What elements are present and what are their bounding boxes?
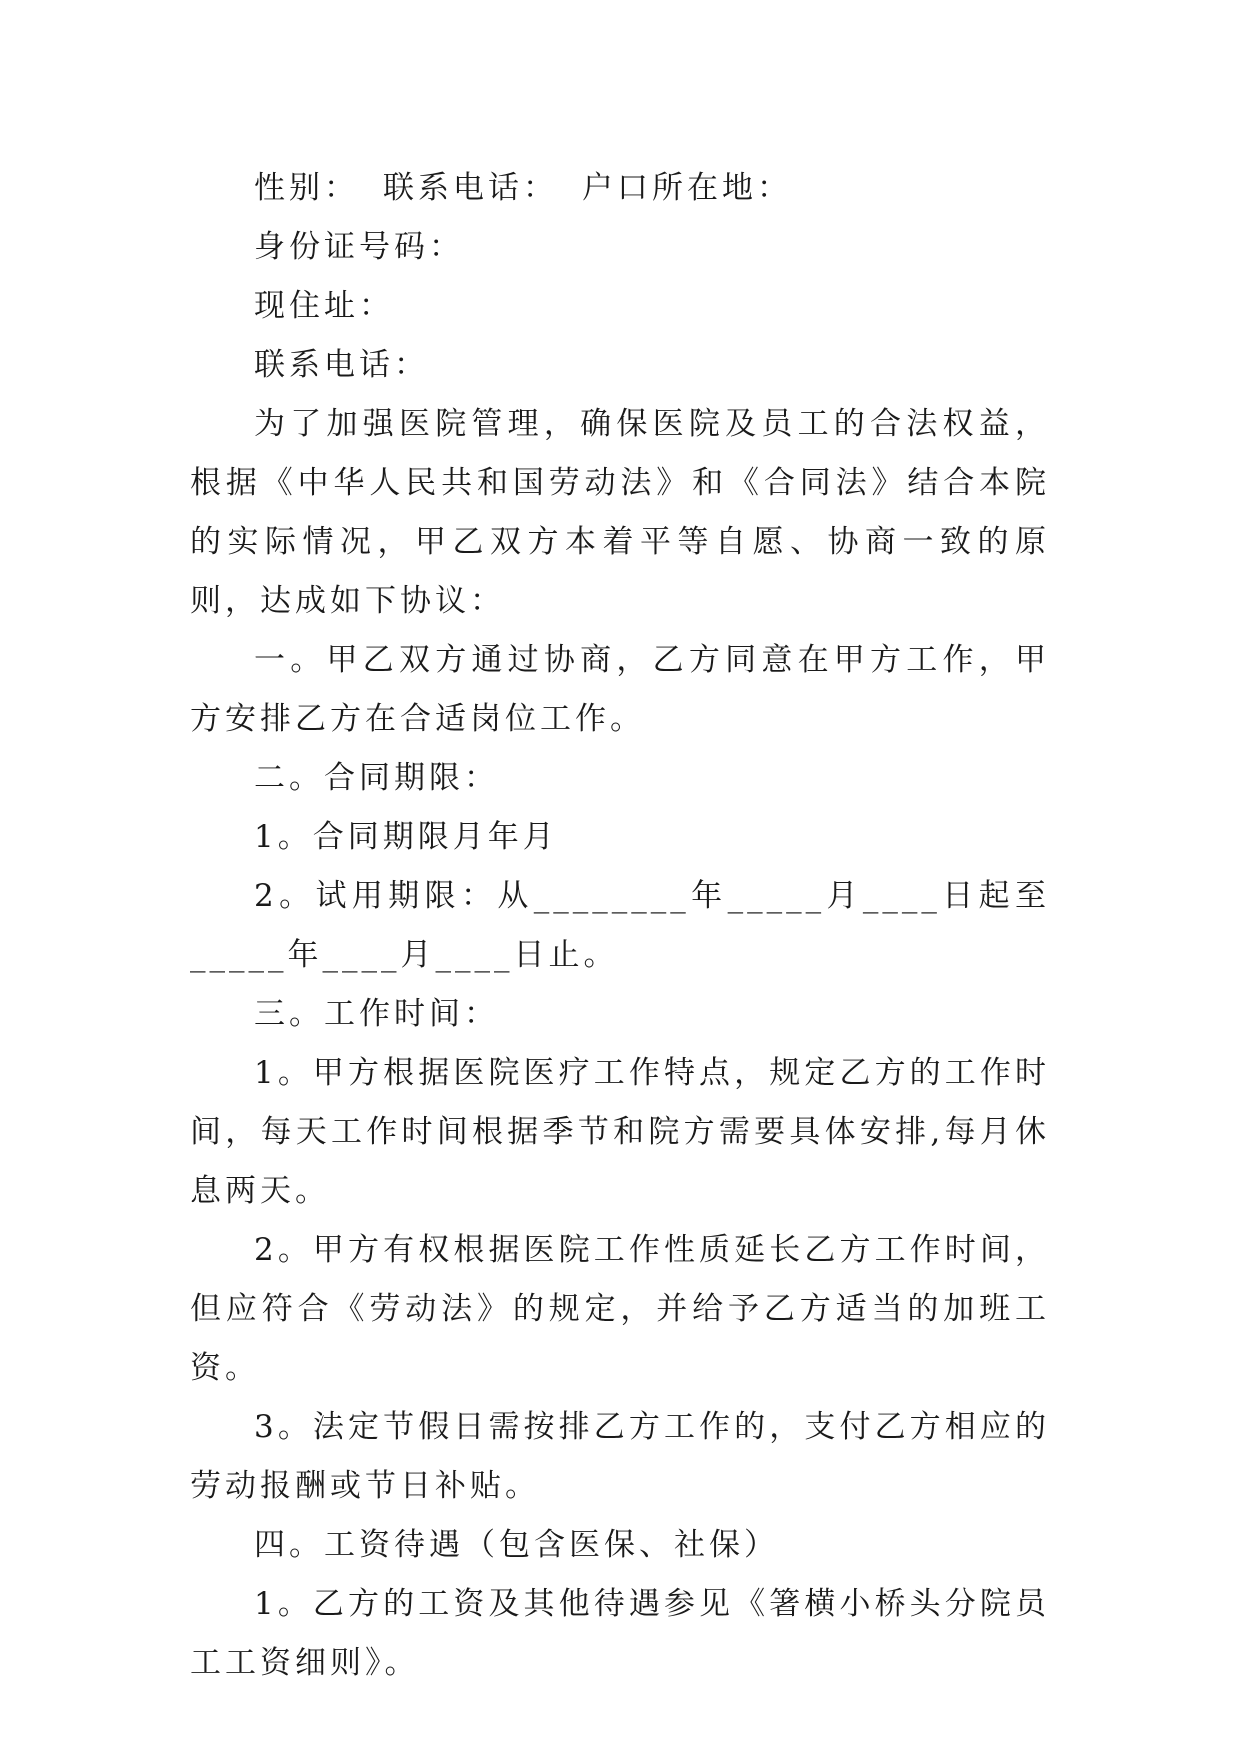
clause-3-title: 三。工作时间： [254,996,499,1032]
phone-field: 联系电话： [383,170,558,206]
gender-field: 性别： [254,170,359,206]
id-number-field: 身份证号码： [254,229,464,265]
current-address-field: 现住址： [254,288,394,324]
clause-2-title: 二。合同期限： [254,760,499,796]
clause-1: 一。甲乙双方通过协商，乙方同意在甲方工作，甲方安排乙方在合适岗位工作。 [190,642,1050,737]
header-fields-line [190,159,1050,218]
contact-phone-field: 联系电话： [254,347,429,383]
hukou-field: 户口所在地： [582,170,792,206]
document-body [190,159,1050,1693]
clause-3-item-2: 2。甲方有权根据医院工作性质延长乙方工作时间，但应符合《劳动法》的规定，并给予乙方适当的加班工资。 [190,1232,1050,1386]
clause-4-title: 四。工资待遇（包含医保、社保） [254,1527,779,1563]
intro-paragraph: 为了加强医院管理，确保医院及员工的合法权益，根据《中华人民共和国劳动法》和《合同法》结合本院的实际情况，甲乙双方本着平等自愿、协商一致的原则，达成如下协议： [190,406,1050,619]
clause-2-item-2: 2。试用期限：从________年_____月____日起至_____年____月____日止。 [190,878,1050,973]
clause-4-item-1: 1。乙方的工资及其他待遇参见《箸横小桥头分院员工工资细则》。 [190,1586,1050,1681]
clause-3-item-3: 3。法定节假日需按排乙方工作的，支付乙方相应的劳动报酬或节日补贴。 [190,1409,1050,1504]
clause-3-item-1: 1。甲方根据医院医疗工作特点，规定乙方的工作时间，每天工作时间根据季节和院方需要具体安排,每月休息两天。 [190,1055,1050,1209]
clause-2-item-1: 1。合同期限月年月 [254,819,558,855]
